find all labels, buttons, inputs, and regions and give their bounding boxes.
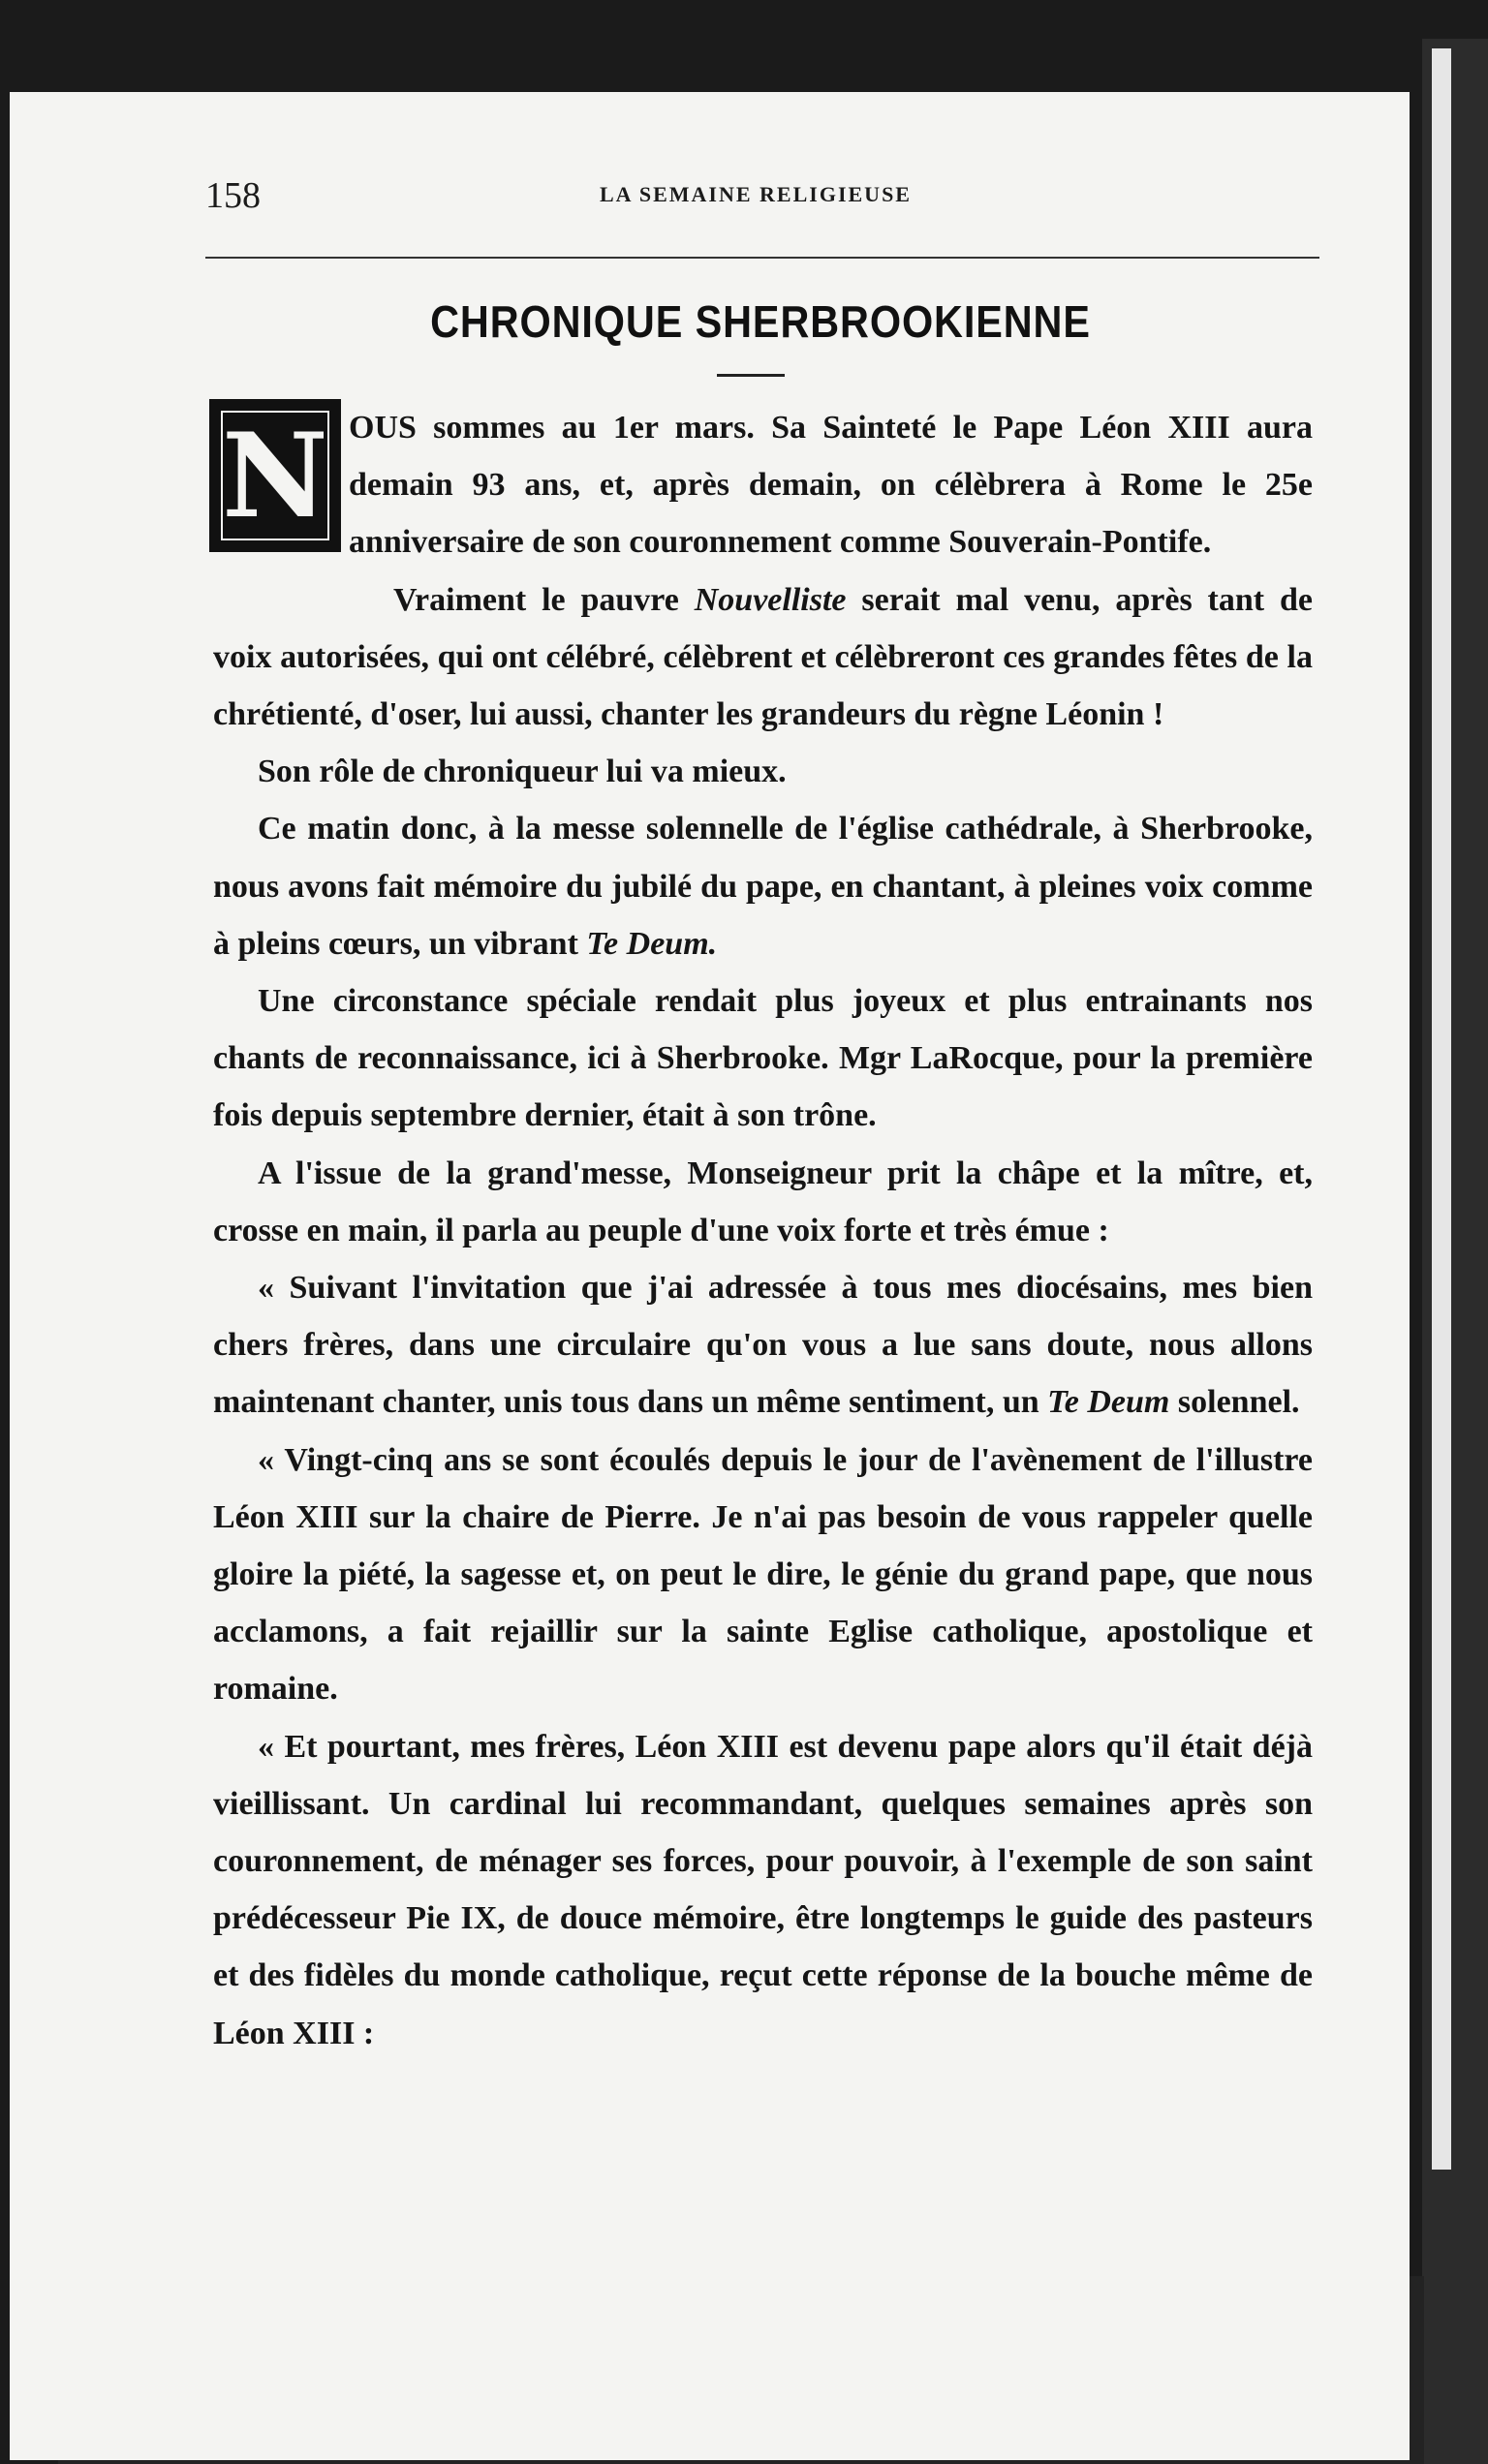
page-number: 158 xyxy=(205,175,261,216)
paragraph xyxy=(213,399,1313,571)
paragraph-text: OUS sommes au 1er mars. Sa Sainteté le Pape Léon XIII aura demain 93 ans, et, après demain, on célèbrera à Rome le 25e anniversaire de son couronnement comme Souverain-Pontife. xyxy=(349,410,1313,561)
paragraph: Une circonstance spéciale rendait plus joyeux et plus entrainants nos chants de reconnaissance, ici à Sherbrooke. Mgr LaRocque, pour la première fois depuis septembre dernier, était à son trône. xyxy=(213,983,1313,1134)
paragraph-text: serait mal venu, après tant de voix autorisées, qui ont célébré, célèbrent et célèbreront ces grandes fêtes de la chrétienté, d'oser, lui aussi, chanter les grandeurs du règne Léonin ! xyxy=(213,581,1313,733)
header-rule xyxy=(205,257,1319,259)
paragraph xyxy=(213,1259,1313,1432)
next-page-edge xyxy=(1432,48,1451,2170)
paragraph: « Et pourtant, mes frères, Léon XIII est devenu pape alors qu'il était déjà vieillissant. Un cardinal lui recommandant, quelques semaines après son couronnement, de ménager ses forces, pour pouvoir, à l'exemple de son saint prédécesseur Pie IX, de douce mémoire, être longtemps le guide des pasteurs et des fidèles du monde catholique, reçut cette réponse de la bouche même de Léon XIII : xyxy=(213,1728,1313,2051)
paragraph xyxy=(213,800,1313,972)
italic-text: Te Deum. xyxy=(586,925,718,962)
paragraph xyxy=(213,571,1313,744)
paragraph: A l'issue de la grand'messe, Monseigneur prit la châpe et la mître, et, crosse en main, il parla au peuple d'une voix forte et très émue : xyxy=(213,1155,1313,1248)
paragraph: Son rôle de chroniqueur lui va mieux. xyxy=(258,754,787,790)
paragraph-text: Ce matin donc, à la messe solennelle de l'église cathédrale, à Sherbrooke, nous avons fait mémoire du jubilé du pape, en chantant, à pleines voix comme à pleins cœurs, un vibrant xyxy=(213,811,1313,962)
drop-cap: N xyxy=(209,399,341,552)
italic-text: Nouvelliste xyxy=(694,581,847,618)
article-body xyxy=(213,399,1313,2062)
paragraph: « Vingt-cinq ans se sont écoulés depuis le jour de l'avènement de l'illustre Léon XIII sur la chaire de Pierre. Je n'ai pas besoin de vous rappeler quelle gloire la piété, la sagesse et, on peut le dire, le génie du grand pape, que nous acclamons, a fait rejaillir sur la sainte Eglise catholique, apostolique et romaine. xyxy=(213,1441,1313,1708)
paragraph-text: solennel. xyxy=(1169,1384,1300,1421)
page-header xyxy=(194,174,1318,216)
title-rule xyxy=(717,374,785,377)
paragraph-text: Vraiment le pauvre xyxy=(393,581,695,618)
paragraph-text: « Suivant l'invitation que j'ai adressée à tous mes diocésains, mes bien chers frères, dans une circulaire qu'on vous a lue sans doute, nous allons maintenant chanter, unis tous dans un même sentiment, un xyxy=(213,1270,1313,1421)
italic-text: Te Deum xyxy=(1047,1384,1170,1421)
running-head: LA SEMAINE RELIGIEUSE xyxy=(600,182,912,206)
article-title: CHRONIQUE SHERBROOKIENNE xyxy=(430,296,1091,347)
